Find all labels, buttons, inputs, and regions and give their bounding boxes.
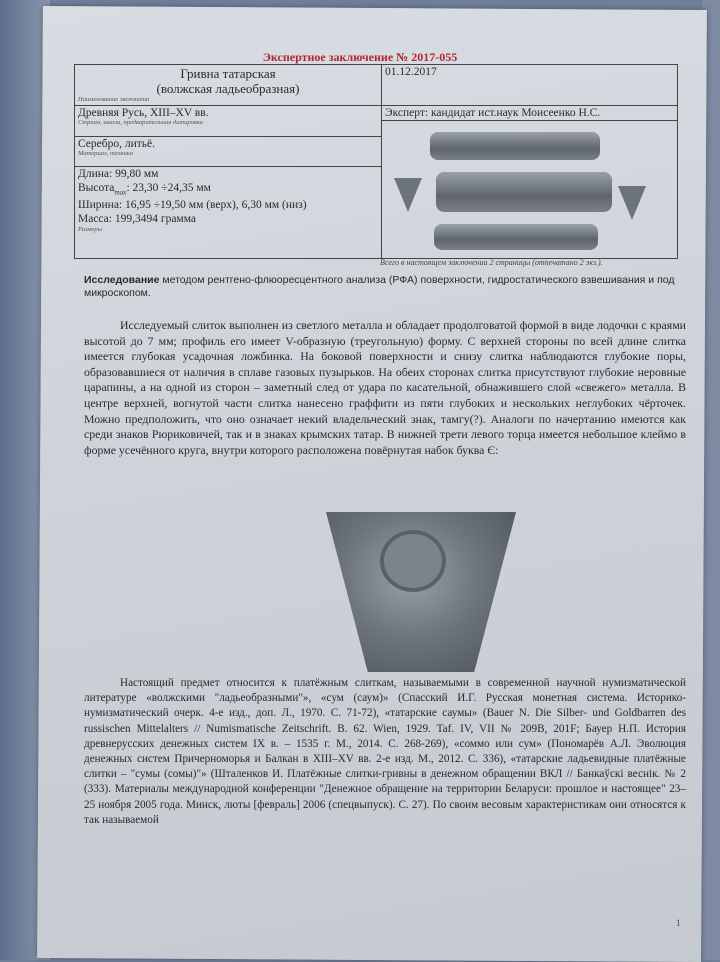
height-sub: max [114, 187, 127, 196]
origin: Древняя Русь, XIII–XV вв. [78, 107, 209, 119]
method-rest: методом рентгено-флюоресцентного анализа (РФА) поверхности, гидростатического взвешивания и под микроскопом. [84, 274, 675, 299]
method-text [84, 274, 684, 300]
origin-label: Страна, школа, предварительная датировка [78, 119, 203, 126]
stamp-mark [380, 530, 446, 592]
date: 01.12.2017 [385, 66, 437, 78]
mass: Масса: 199,3494 грамма [78, 212, 197, 225]
pages-note: Всего в настоящем заключении 2 страницы (отпечатано 2 экз.). [380, 258, 603, 267]
ingot-photo-bottom [434, 224, 598, 250]
name-cell [75, 65, 382, 106]
height-value: : 23,30 ÷24,35 мм [126, 181, 211, 194]
ingot-photo-middle [436, 172, 612, 212]
name-label: Наименование экспоната [78, 96, 150, 103]
length: Длина: 99,80 мм [78, 168, 159, 181]
date-cell [382, 65, 678, 106]
size-cell [75, 167, 382, 259]
ingot-profile-right [618, 186, 646, 220]
height-label: Высота [78, 181, 115, 194]
paragraph-attribution: Настоящий предмет относится к платёжным слиткам, называемыми в современной научной нумизматической литературе «волжскими "ладьеобразными"», «сум (саум)» (Спасский И.Г. Русская монетная система. Историко-нумизматический очерк. 4-е изд., доп. Л., 1970. С. 71-72), «татарские саумы» (Bauer N. Die Silber- und Goldbarren des russischen Mittelalters // Numismatische Zeitschrift. B. 62. Wien, 1929. Taf. IV, VII № 209B, 201F; Бауер Н.П. История древнерусских денежных систем IX в. – 1535 г. М., 2014. С. 268-269), «соммо или сум» (Пономарёв А.Л. Эволюция денежных систем Причерноморья и Балкан в XIII–XV вв. 2-е изд. М., 2012. С. 336), «татарские ладьевидные платёжные слитки – "сумы (сомы)"» (Шталенков И. Платёжные слитки-гривны в денежном обращении ВКЛ // Банкаўскі веснік. № 2 (333). Материалы международной конференции "Денежное обращение на территории Беларуси: прошлое и настоящее" 23–25 ноября 2005 года. Минск, люты [февраль] 2006 (спецвыпуск). С. 27). По своим весовым характеристикам они относятся к так называемой [84, 677, 686, 826]
height [78, 182, 378, 200]
photo-cell [382, 106, 678, 259]
paragraph-description: Исследуемый слиток выполнен из светлого металла и обладает продолговатой формой в виде лодочки с краями высотой до 7 мм; профиль его имеет V-образную (треугольную) форму. С верхней стороны по всей длине слитка имеется глубокая усадочная ложбинка. На боковой поверхности и снизу слитка наблюдаются глубокие поры, образовавшиеся от наличия в сплаве газовых пузырьков. На обеих сторонах слитка присутствуют глубокие неровные царапины, а на одной из сторон – заметный след от удара по касательной, обнажившего слой «свежего» металла. В центре верхней, вогнутой части слитка нанесено граффити из пяти глубоких и нескольких неглубоких чёрточек. Можно предположить, что оно означает некий владельческий знак, тамгу(?). Аналоги по начертанию имеются как среди знаков Рюриковичей, так и в знаках крымских татар. В нижней трети левого торца имеется небольшое клеймо в форме усечённого круга, внутри которого расположена повёрнутая набок буква Є: [84, 318, 686, 457]
item-name-line1: Гривна татарская [180, 66, 276, 81]
document-title: Экспертное заключение № 2017-055 [262, 50, 458, 64]
page-number: 1 [676, 918, 681, 928]
expert: Эксперт: кандидат ист.наук Моисеенко Н.С. [382, 106, 677, 121]
ingot-profile-left [394, 178, 422, 212]
material: Серебро, литьё. [78, 137, 156, 150]
material-cell [75, 136, 382, 167]
method-bold: Исследование [84, 274, 160, 286]
material-label: Материал, техника [78, 149, 133, 157]
size-label: Размеры [78, 226, 103, 234]
info-table [74, 64, 678, 259]
ingot-photo-top [430, 132, 600, 160]
item-name-line2: (волжская ладьеобразная) [156, 81, 300, 96]
width: Ширина: 16,95 ÷19,50 мм (верх), 6,30 мм (низ) [78, 199, 307, 212]
origin-cell [75, 106, 382, 137]
